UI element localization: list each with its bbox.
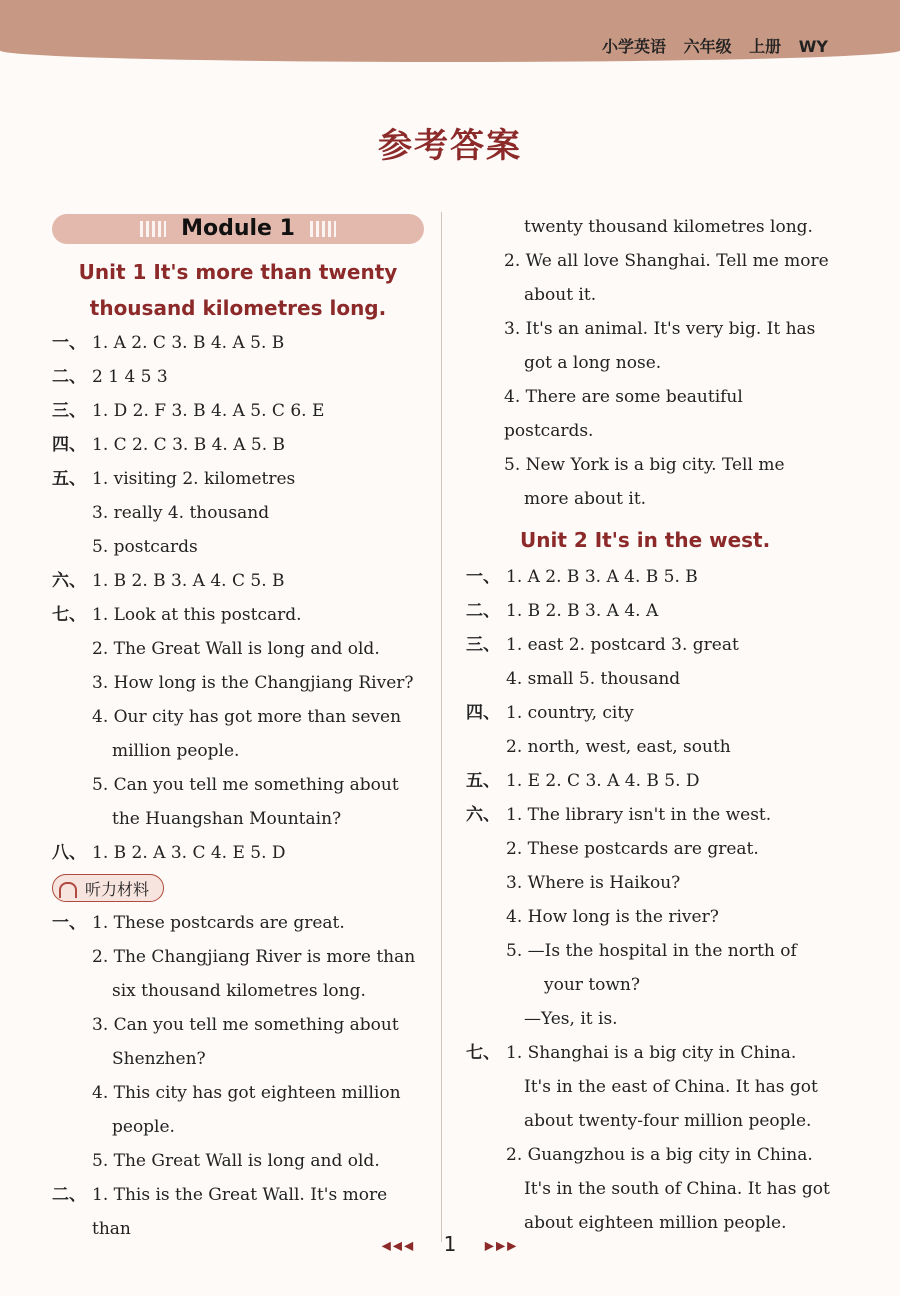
answer-line: 5. —Is the hospital in the north of <box>506 941 797 961</box>
answer-line: 1. B 2. B 3. A 4. A <box>506 601 659 621</box>
answer-line: It's in the east of China. It has got <box>524 1077 818 1097</box>
script-line: 5. New York is a big city. Tell me <box>504 455 785 475</box>
script-line: 1. This is the Great Wall. It's more than <box>92 1185 388 1239</box>
header-volume: 上册 <box>749 37 782 56</box>
answer-line: 1. D 2. F 3. B 4. A 5. C 6. E <box>92 401 325 421</box>
script-line: six thousand kilometres long. <box>112 981 366 1001</box>
script-line: 5. The Great Wall is long and old. <box>92 1151 380 1171</box>
section-label: 二、 <box>466 601 500 621</box>
answer-line: 3. really 4. thousand <box>92 503 270 523</box>
column-divider <box>441 212 442 1242</box>
answer-line: 4. How long is the river? <box>506 907 719 927</box>
headphones-icon <box>59 882 77 898</box>
page-title: 参考答案 <box>378 126 522 166</box>
section-label: 五、 <box>466 771 500 791</box>
answer-line: 1. east 2. postcard 3. great <box>506 635 739 655</box>
answer-line: 1. B 2. A 3. C 4. E 5. D <box>92 843 286 863</box>
answer-line: 1. Shanghai is a big city in China. <box>506 1043 797 1063</box>
script-line: 3. Can you tell me something about <box>92 1015 399 1035</box>
answer-line: 2. Guangzhou is a big city in China. <box>506 1145 813 1165</box>
answer-line: 2. The Great Wall is long and old. <box>92 639 380 659</box>
page-footer <box>0 1232 900 1256</box>
script-line: people. <box>112 1117 175 1137</box>
answer-line: 1. Look at this postcard. <box>92 605 302 625</box>
unit1-title-line2: thousand kilometres long. <box>89 296 387 320</box>
section-label: 三、 <box>52 401 86 421</box>
answer-line: about twenty-four million people. <box>524 1111 812 1131</box>
section-label: 四、 <box>466 703 500 723</box>
script-line: 2. We all love Shanghai. Tell me more <box>504 251 829 271</box>
answer-line: 1. C 2. C 3. B 4. A 5. B <box>92 435 286 455</box>
answer-line: the Huangshan Mountain? <box>112 809 342 829</box>
section-label: 一、 <box>52 333 86 353</box>
answer-line: 2. north, west, east, south <box>506 737 731 757</box>
answer-line: about eighteen million people. <box>524 1213 787 1233</box>
listening-material-tag <box>52 874 164 902</box>
answer-line: 5. Can you tell me something about <box>92 775 399 795</box>
section-label: 四、 <box>52 435 86 455</box>
answer-line: 1. B 2. B 3. A 4. C 5. B <box>92 571 285 591</box>
module-title: Module 1 <box>181 216 295 241</box>
section-label: 五、 <box>52 469 86 489</box>
unit2-title: Unit 2 It's in the west. <box>520 528 771 552</box>
answer-line: It's in the south of China. It has got <box>524 1179 830 1199</box>
answer-line: —Yes, it is. <box>524 1009 618 1029</box>
answer-line: 2 1 4 5 3 <box>92 367 168 387</box>
listening-label: 听力材料 <box>85 879 150 899</box>
header-grade: 六年级 <box>683 37 732 56</box>
answer-line: your town? <box>544 975 640 995</box>
script-line: 2. The Changjiang River is more than <box>92 947 416 967</box>
section-label: 六、 <box>52 571 86 591</box>
answer-line: 1. A 2. C 3. B 4. A 5. B <box>92 333 285 353</box>
script-line: more about it. <box>524 489 647 509</box>
section-label: 一、 <box>466 567 500 587</box>
section-label: 六、 <box>466 805 500 825</box>
unit1-title-line1: Unit 1 It's more than twenty <box>78 260 398 284</box>
answer-line: 4. Our city has got more than seven <box>92 707 402 727</box>
prev-arrows-icon: ◀◀◀ <box>381 1238 416 1253</box>
answer-line: million people. <box>112 741 240 761</box>
right-column <box>466 210 834 1240</box>
answer-line: 1. A 2. B 3. A 4. B 5. B <box>506 567 698 587</box>
answer-line: 2. These postcards are great. <box>506 839 759 859</box>
answer-line: 5. postcards <box>92 537 198 557</box>
script-line: 3. It's an animal. It's very big. It has <box>504 319 816 339</box>
header-edition: WY <box>798 37 828 56</box>
section-label: 二、 <box>52 367 86 387</box>
header-info <box>602 34 828 57</box>
section-label: 二、 <box>52 1185 86 1205</box>
page-number: 1 <box>443 1232 457 1256</box>
next-arrows-icon: ▶▶▶ <box>484 1238 519 1253</box>
answer-line: 3. How long is the Changjiang River? <box>92 673 414 693</box>
script-line: got a long nose. <box>524 353 662 373</box>
answer-line: 4. small 5. thousand <box>506 669 681 689</box>
section-label: 八、 <box>52 843 86 863</box>
section-label: 七、 <box>52 605 86 625</box>
answer-line: 1. visiting 2. kilometres <box>92 469 296 489</box>
answer-line: 1. The library isn't in the west. <box>506 805 772 825</box>
script-line: twenty thousand kilometres long. <box>524 217 813 237</box>
section-label: 一、 <box>52 913 86 933</box>
script-line: 1. These postcards are great. <box>92 913 345 933</box>
script-line: about it. <box>524 285 597 305</box>
script-line: 4. There are some beautiful postcards. <box>504 387 743 441</box>
left-column <box>52 210 424 1246</box>
header-subject: 小学英语 <box>601 37 666 56</box>
answer-line: 1. E 2. C 3. A 4. B 5. D <box>506 771 700 791</box>
script-line: 4. This city has got eighteen million <box>92 1083 401 1103</box>
answer-line: 3. Where is Haikou? <box>506 873 681 893</box>
module-banner <box>52 214 424 244</box>
banner-bars-right <box>310 221 336 237</box>
section-label: 七、 <box>466 1043 500 1063</box>
section-label: 三、 <box>466 635 500 655</box>
script-line: Shenzhen? <box>112 1049 206 1069</box>
answer-line: 1. country, city <box>506 703 634 723</box>
